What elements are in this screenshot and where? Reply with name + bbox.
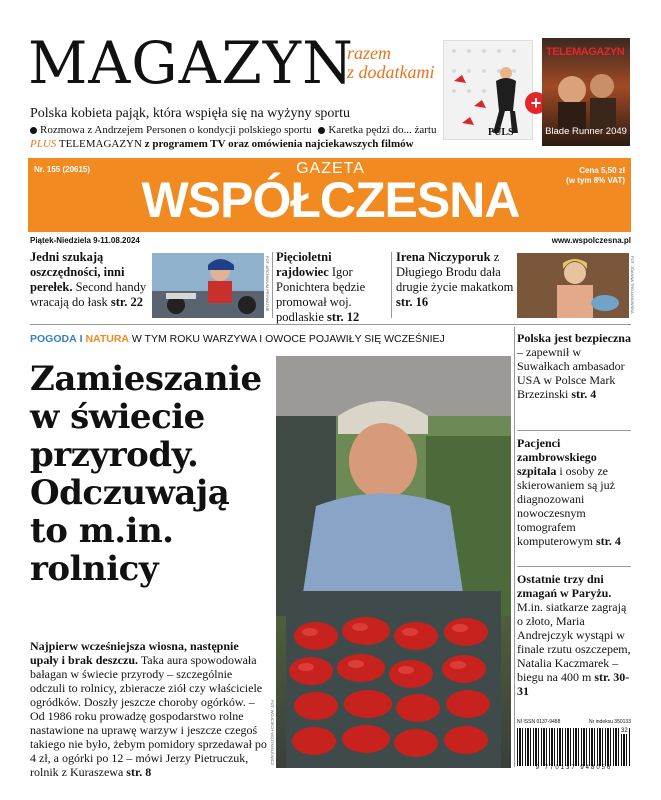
right-teaser-title: Pacjenci zambrowskiego szpitala — [517, 436, 597, 478]
issn-number: NI ISSN 0137-9488 — [517, 719, 561, 725]
row-divider — [30, 324, 631, 325]
lead-text: Taka aura spowodowała bałagan w świecie przyrody – szczególnie odczuli to rolnicy, zbieracze ziół czy właściciele ogródków. Doszły jeszcze choroby ogórków. – Od 1986 roku prowadzę gospodarstwo rolne nastawione na uprawę warzyw i jeszcze czegoś takiego nie było, żebym pomidory sprzedawał po 4 zł, a ogórki po 12 – mówi Jerzy Pietruczuk, rolnik z Kuraszewa — [30, 653, 267, 779]
price-value: Cena 5,50 zł — [579, 166, 625, 175]
barcode-icon — [517, 728, 631, 766]
lead-bold: Najpierw wcześniejsza wiosna, następnie upały i brak deszczu. — [30, 639, 239, 667]
woman-image-icon — [517, 253, 629, 318]
teaser-young-rally-driver[interactable] — [276, 250, 386, 325]
lead-paragraph — [30, 639, 268, 779]
teaser-title: Jedni szukają oszczędności, inni perełek. — [30, 250, 125, 294]
issue-number: Nr. 155 (20615) — [34, 165, 91, 174]
magazyn-subtitle-line2: z dodatkami — [347, 62, 435, 82]
teaser-ambulance[interactable]: Karetka pędzi do... żartu — [328, 124, 437, 136]
column-divider — [514, 327, 515, 767]
section-label — [30, 333, 445, 345]
lead-page[interactable]: str. 8 — [126, 765, 152, 779]
price-info — [566, 166, 625, 186]
main-photo-farmer — [276, 356, 511, 768]
right-teaser-page: str. 30-31 — [517, 670, 630, 698]
headline-line: to m.in. — [30, 511, 174, 551]
headline-line: w świecie — [30, 397, 205, 437]
child-racer-image-icon — [152, 253, 264, 318]
headline-line: rolnicy — [30, 549, 159, 589]
magazyn-teaser-line2 — [30, 138, 414, 150]
photo-credit-woman: FOT. JOANNA TROJANOWSKA — [630, 256, 635, 314]
headline-line: przyrody. — [30, 435, 199, 475]
magazyn-teaser-main[interactable]: Polska kobieta pająk, która wspięła się na wyżyny sportu — [30, 106, 350, 121]
teaser-text: z Długiego Brodu dała drugie życie makatkom — [396, 250, 514, 294]
telemagazyn-desc: z programem TV oraz omówienia najciekawszych filmów — [144, 138, 414, 150]
website-link[interactable]: www.wspolczesna.pl — [551, 236, 631, 245]
bullet-icon — [30, 127, 37, 134]
telemagazyn-label: TELEMAGAZYN — [58, 138, 142, 150]
magazyn-title: MAGAZYN — [28, 29, 354, 97]
right-teaser-paris[interactable] — [517, 572, 631, 698]
climber-illustration-icon — [444, 41, 533, 140]
barcode-number: 9 770137 948056 — [535, 765, 613, 771]
movie-poster-icon — [542, 60, 630, 130]
telemagazyn-cover-label: TELEMAGAZYN — [546, 46, 625, 58]
puls-magazine-cover[interactable] — [443, 40, 533, 140]
right-teaser-text: M.in. siatkarze zagrają o złoto, Maria Andrejczyk wystąpi w finale rzutu oszczepem, Natalia Kaczmarek – biegu na 400 m — [517, 600, 631, 684]
teaser-page: str. 12 — [327, 310, 360, 324]
column-divider — [391, 252, 392, 318]
photo-irena — [517, 253, 629, 318]
issue-date: Piątek-Niedziela 9-11.08.2024 — [30, 236, 140, 245]
masthead-title[interactable]: WSPÓŁCZESNA — [141, 172, 520, 228]
puls-label: PULS — [488, 127, 514, 138]
farmer-with-peppers-image-icon — [276, 356, 511, 768]
plus-icon: + — [525, 92, 547, 114]
column-divider — [272, 252, 273, 318]
right-teaser-text: i osoby ze skierowaniem są już diagnozowani nowoczesnym tomografem komputerowym — [517, 464, 615, 548]
index-number: Nr indeksu 350133 — [589, 719, 631, 725]
photo-credit-kid: FOT. ARCHIWUM PRYWATNE — [265, 256, 270, 312]
row-divider — [517, 566, 631, 567]
right-teaser-text: – zapewnił w Suwałkach ambasador USA w Polsce Mark Brzezinski — [517, 345, 625, 401]
section-natura: NATURA — [85, 333, 129, 345]
row-divider — [517, 430, 631, 431]
right-teaser-page: str. 4 — [596, 534, 621, 548]
headline-line: Odczuwają — [30, 473, 230, 513]
teaser-title: Irena Niczyporuk — [396, 250, 491, 264]
magazyn-subtitle-line1: razem — [347, 43, 391, 63]
telemagazyn-cover[interactable] — [542, 38, 630, 146]
right-teaser-page: str. 4 — [571, 387, 597, 401]
magazyn-subtitle — [347, 44, 435, 82]
teaser-second-hand[interactable] — [30, 250, 148, 310]
teaser-interview[interactable]: Rozmowa z Andrzejem Personen o kondycji polskiego sportu — [40, 124, 312, 136]
main-headline[interactable] — [30, 360, 270, 588]
section-sep: I — [79, 333, 83, 345]
right-teaser-title: Polska jest bezpieczna — [517, 331, 631, 345]
photo-child-racer — [152, 253, 264, 318]
right-teaser-security[interactable] — [517, 331, 631, 401]
movie-title: Blade Runner 2049 — [545, 126, 627, 137]
teaser-text: Igor Ponichtera będzie promował woj. podlaskie — [276, 265, 366, 324]
teaser-page: str. 22 — [110, 295, 144, 309]
teaser-title: Pięcioletni rajdowiec — [276, 250, 332, 279]
plus-label: PLUS — [30, 138, 57, 150]
bullet-icon — [318, 127, 325, 134]
section-pogoda: POGODA — [30, 333, 77, 345]
magazyn-teaser-line1 — [30, 124, 436, 136]
teaser-text: Second handy wracają do łask — [30, 280, 147, 309]
barcode-suffix: 32 — [621, 728, 628, 734]
right-teaser-hospital[interactable] — [517, 436, 631, 548]
teaser-page: str. 16 — [396, 295, 429, 309]
price-vat: (w tym 8% VAT) — [566, 176, 625, 185]
teaser-makatki[interactable] — [396, 250, 514, 310]
section-text: W TYM ROKU WARZYWA I OWOCE POJAWIŁY SIĘ WCZEŚNIEJ — [131, 333, 445, 345]
headline-line: Zamieszanie — [30, 359, 262, 399]
photo-credit-main: FOT. WOJCIECH WOJTKIELEWICZ — [270, 700, 275, 766]
masthead-gazeta: GAZETA — [296, 160, 365, 177]
right-teaser-title: Ostatnie trzy dni zmagań w Paryżu. — [517, 572, 612, 600]
